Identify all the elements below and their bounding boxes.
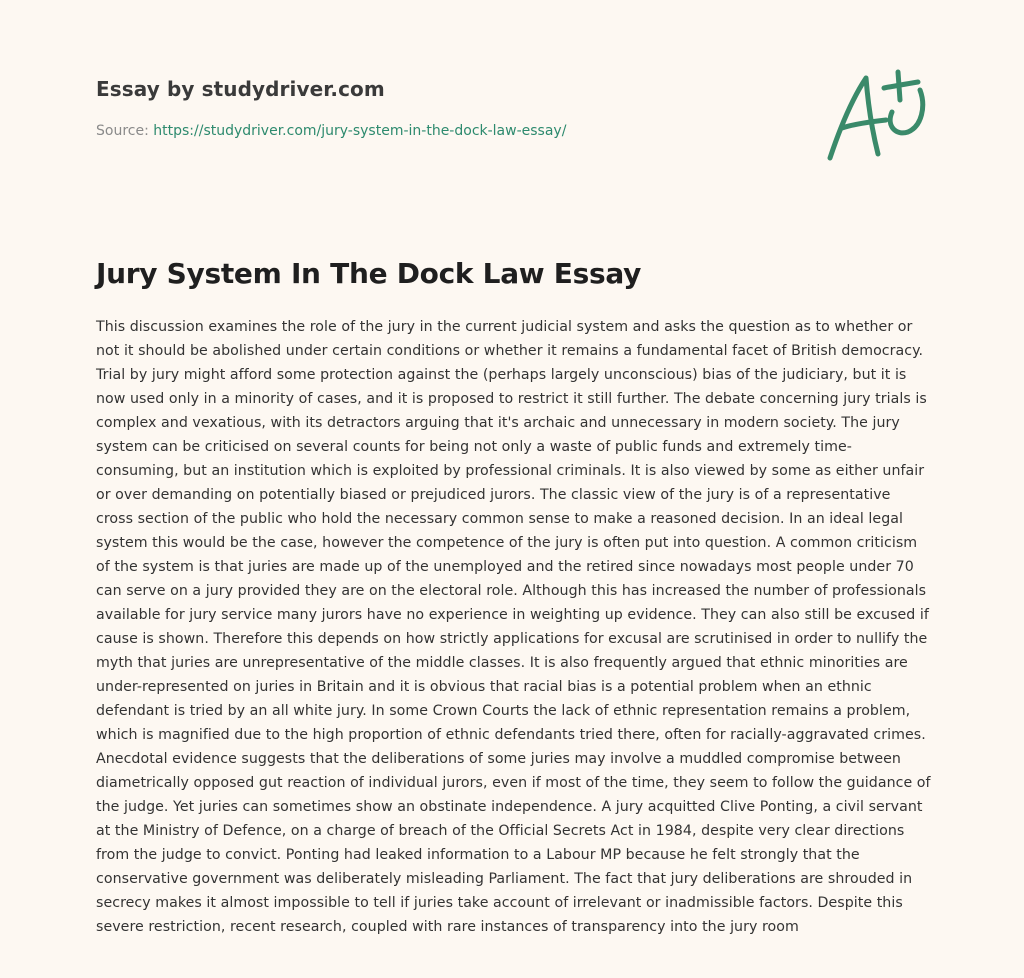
essay-body: This discussion examines the role of the jury in the current judicial system and asks the question as to whether or not it should be abolished under certain conditions or whether it remains a fundamental facet of British democracy. Trial by jury might afford some protection against the (perhaps largely unconscious) bias of the judiciary, but it is now used only in a minority of cases, and it is proposed to restrict it still further. The debate concerning jury trials is complex and vexatious, with its detractors arguing that it's archaic and unnecessary in modern society. The jury system can be criticised on several counts for being not only a waste of public funds and extremely time-consuming, but an institution which is exploited by professional criminals. It is also viewed by some as either unfair or over demanding on potentially biased or prejudiced jurors. The classic view of the jury is of a representative cross section of the public who hold the necessary common sense to make a reasoned decision. In an ideal legal system this would be the case, however the competence of the jury is often put into question. A common criticism of the system is that juries are made up of the unemployed and the retired since nowadays most people under 70 can serve on a jury provided they are on the electoral role. Although this has increased the number of professionals available for jury service many jurors have no experience in weighting up evidence. They can also still be excused if cause is shown. Therefore this depends on how strictly applications for excusal are scrutinised in order to nullify the myth that juries are unrepresentative of the middle classes. It is also frequently argued that ethnic minorities are under-represented on juries in Britain and it is obvious that racial bias is a potential problem when an ethnic defendant is tried by an all white jury. In some Crown Courts the lack of ethnic representation remains a problem, which is magnified due to the high proportion of ethnic defendants tried there, often for racially-aggravated crimes. Anecdotal evidence suggests that the deliberations of some juries may involve a muddled compromise between diametrically opposed gut reaction of individual jurors, even if most of the time, they seem to follow the guidance of the judge. Yet juries can sometimes show an obstinate independence. A jury acquitted Clive Ponting, a civil servant at the Ministry of Defence, on a charge of breach of the Official Secrets Act in 1984, despite very clear directions from the judge to convict. Ponting had leaked information to a Labour MP because he felt strongly that the conservative government was deliberately misleading Parliament. The fact that jury deliberations are shrouded in secrecy makes it almost impossible to tell if juries take account of irrelevant or inadmissible factors. Despite this severe restriction, recent research, coupled with rare instances of transparency into the jury room: [96, 319, 931, 935]
page-header: [96, 74, 796, 140]
site-title: Essay by studydriver.com: [96, 77, 385, 101]
source-line: [96, 122, 796, 140]
source-link[interactable]: https://studydriver.com/jury-system-in-the-dock-law-essay/: [153, 123, 567, 139]
source-label: Source:: [96, 123, 149, 139]
essay-title: Jury System In The Dock Law Essay: [96, 257, 642, 290]
a-plus-grade-icon: [822, 66, 930, 166]
